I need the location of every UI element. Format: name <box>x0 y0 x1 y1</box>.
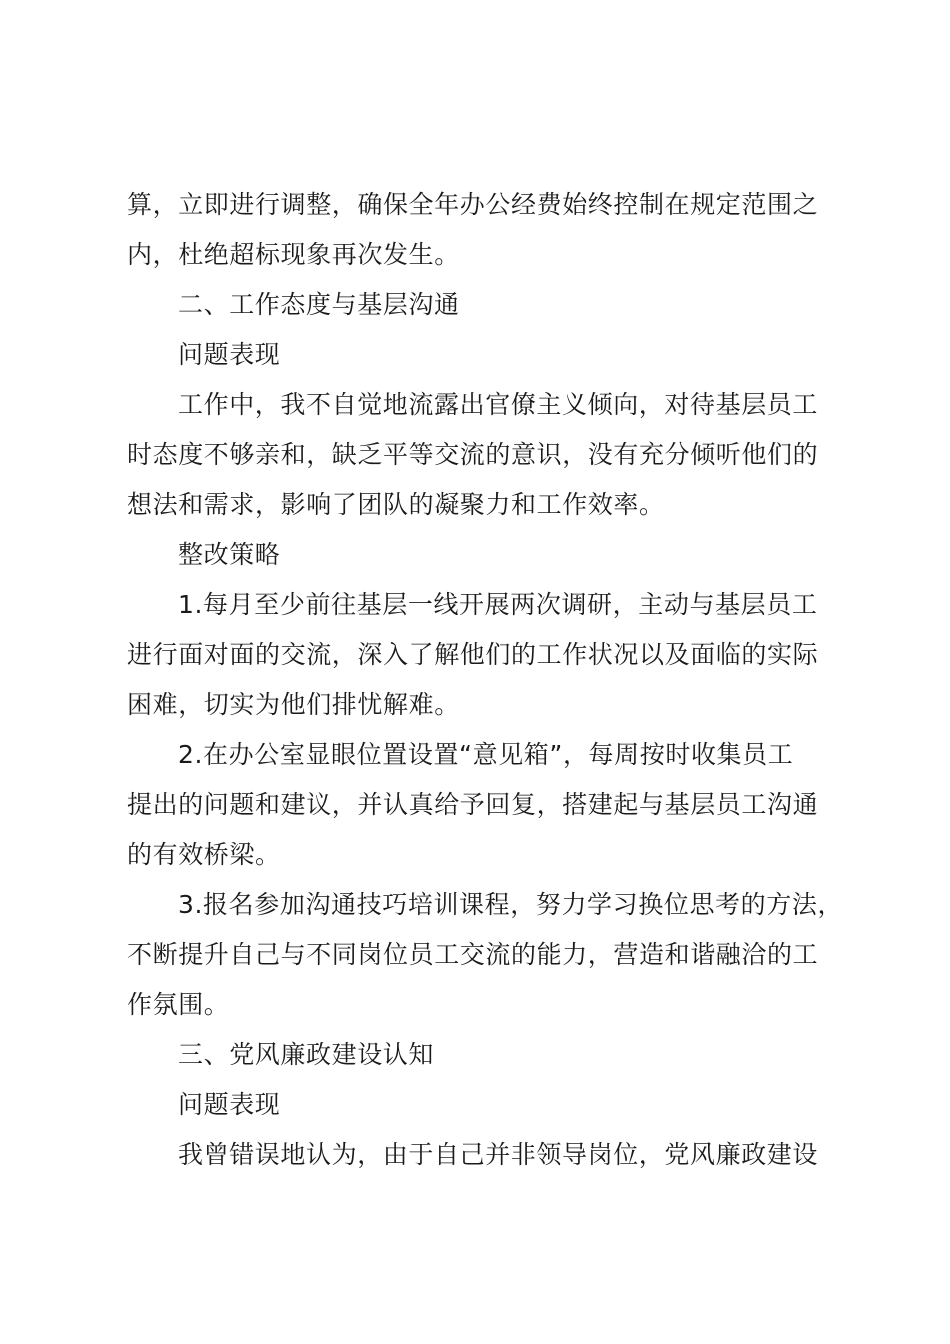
paragraph-line: 1.每月至少前往基层一线开展两次调研，主动与基层员工 <box>178 590 818 619</box>
paragraph-line: 想法和需求，影响了团队的凝聚力和工作效率。 <box>127 490 665 519</box>
paragraph-line: 进行面对面的交流，深入了解他们的工作状况以及面临的实际 <box>127 640 819 669</box>
paragraph-line: 作氛围。 <box>127 990 230 1019</box>
paragraph-line: 的有效桥梁。 <box>127 840 281 869</box>
section-heading: 三、党风廉政建设认知 <box>178 1040 435 1069</box>
paragraph-line: 内，杜绝超标现象再次发生。 <box>127 240 460 269</box>
subheading: 问题表现 <box>178 340 281 369</box>
paragraph-line: 我曾错误地认为，由于自己并非领导岗位，党风廉政建设 <box>178 1140 819 1169</box>
subheading: 问题表现 <box>178 1090 281 1119</box>
subheading: 整改策略 <box>178 540 281 569</box>
paragraph-line: 提出的问题和建议，并认真给予回复，搭建起与基层员工沟通 <box>127 790 819 819</box>
section-heading: 二、工作态度与基层沟通 <box>178 290 460 319</box>
paragraph-line: 时态度不够亲和，缺乏平等交流的意识，没有充分倾听他们的 <box>127 440 819 469</box>
paragraph-line: 算，立即进行调整，确保全年办公经费始终控制在规定范围之 <box>127 190 819 219</box>
paragraph-line: 工作中，我不自觉地流露出官僚主义倾向，对待基层员工 <box>178 390 819 419</box>
paragraph-line: 困难，切实为他们排忧解难。 <box>127 690 460 719</box>
paragraph-line: 2.在办公室显眼位置设置“意见箱”，每周按时收集员工 <box>178 740 794 769</box>
paragraph-line: 3.报名参加沟通技巧培训课程，努力学习换位思考的方法， <box>178 890 844 919</box>
paragraph-line: 不断提升自己与不同岗位员工交流的能力，营造和谐融洽的工 <box>127 940 819 969</box>
